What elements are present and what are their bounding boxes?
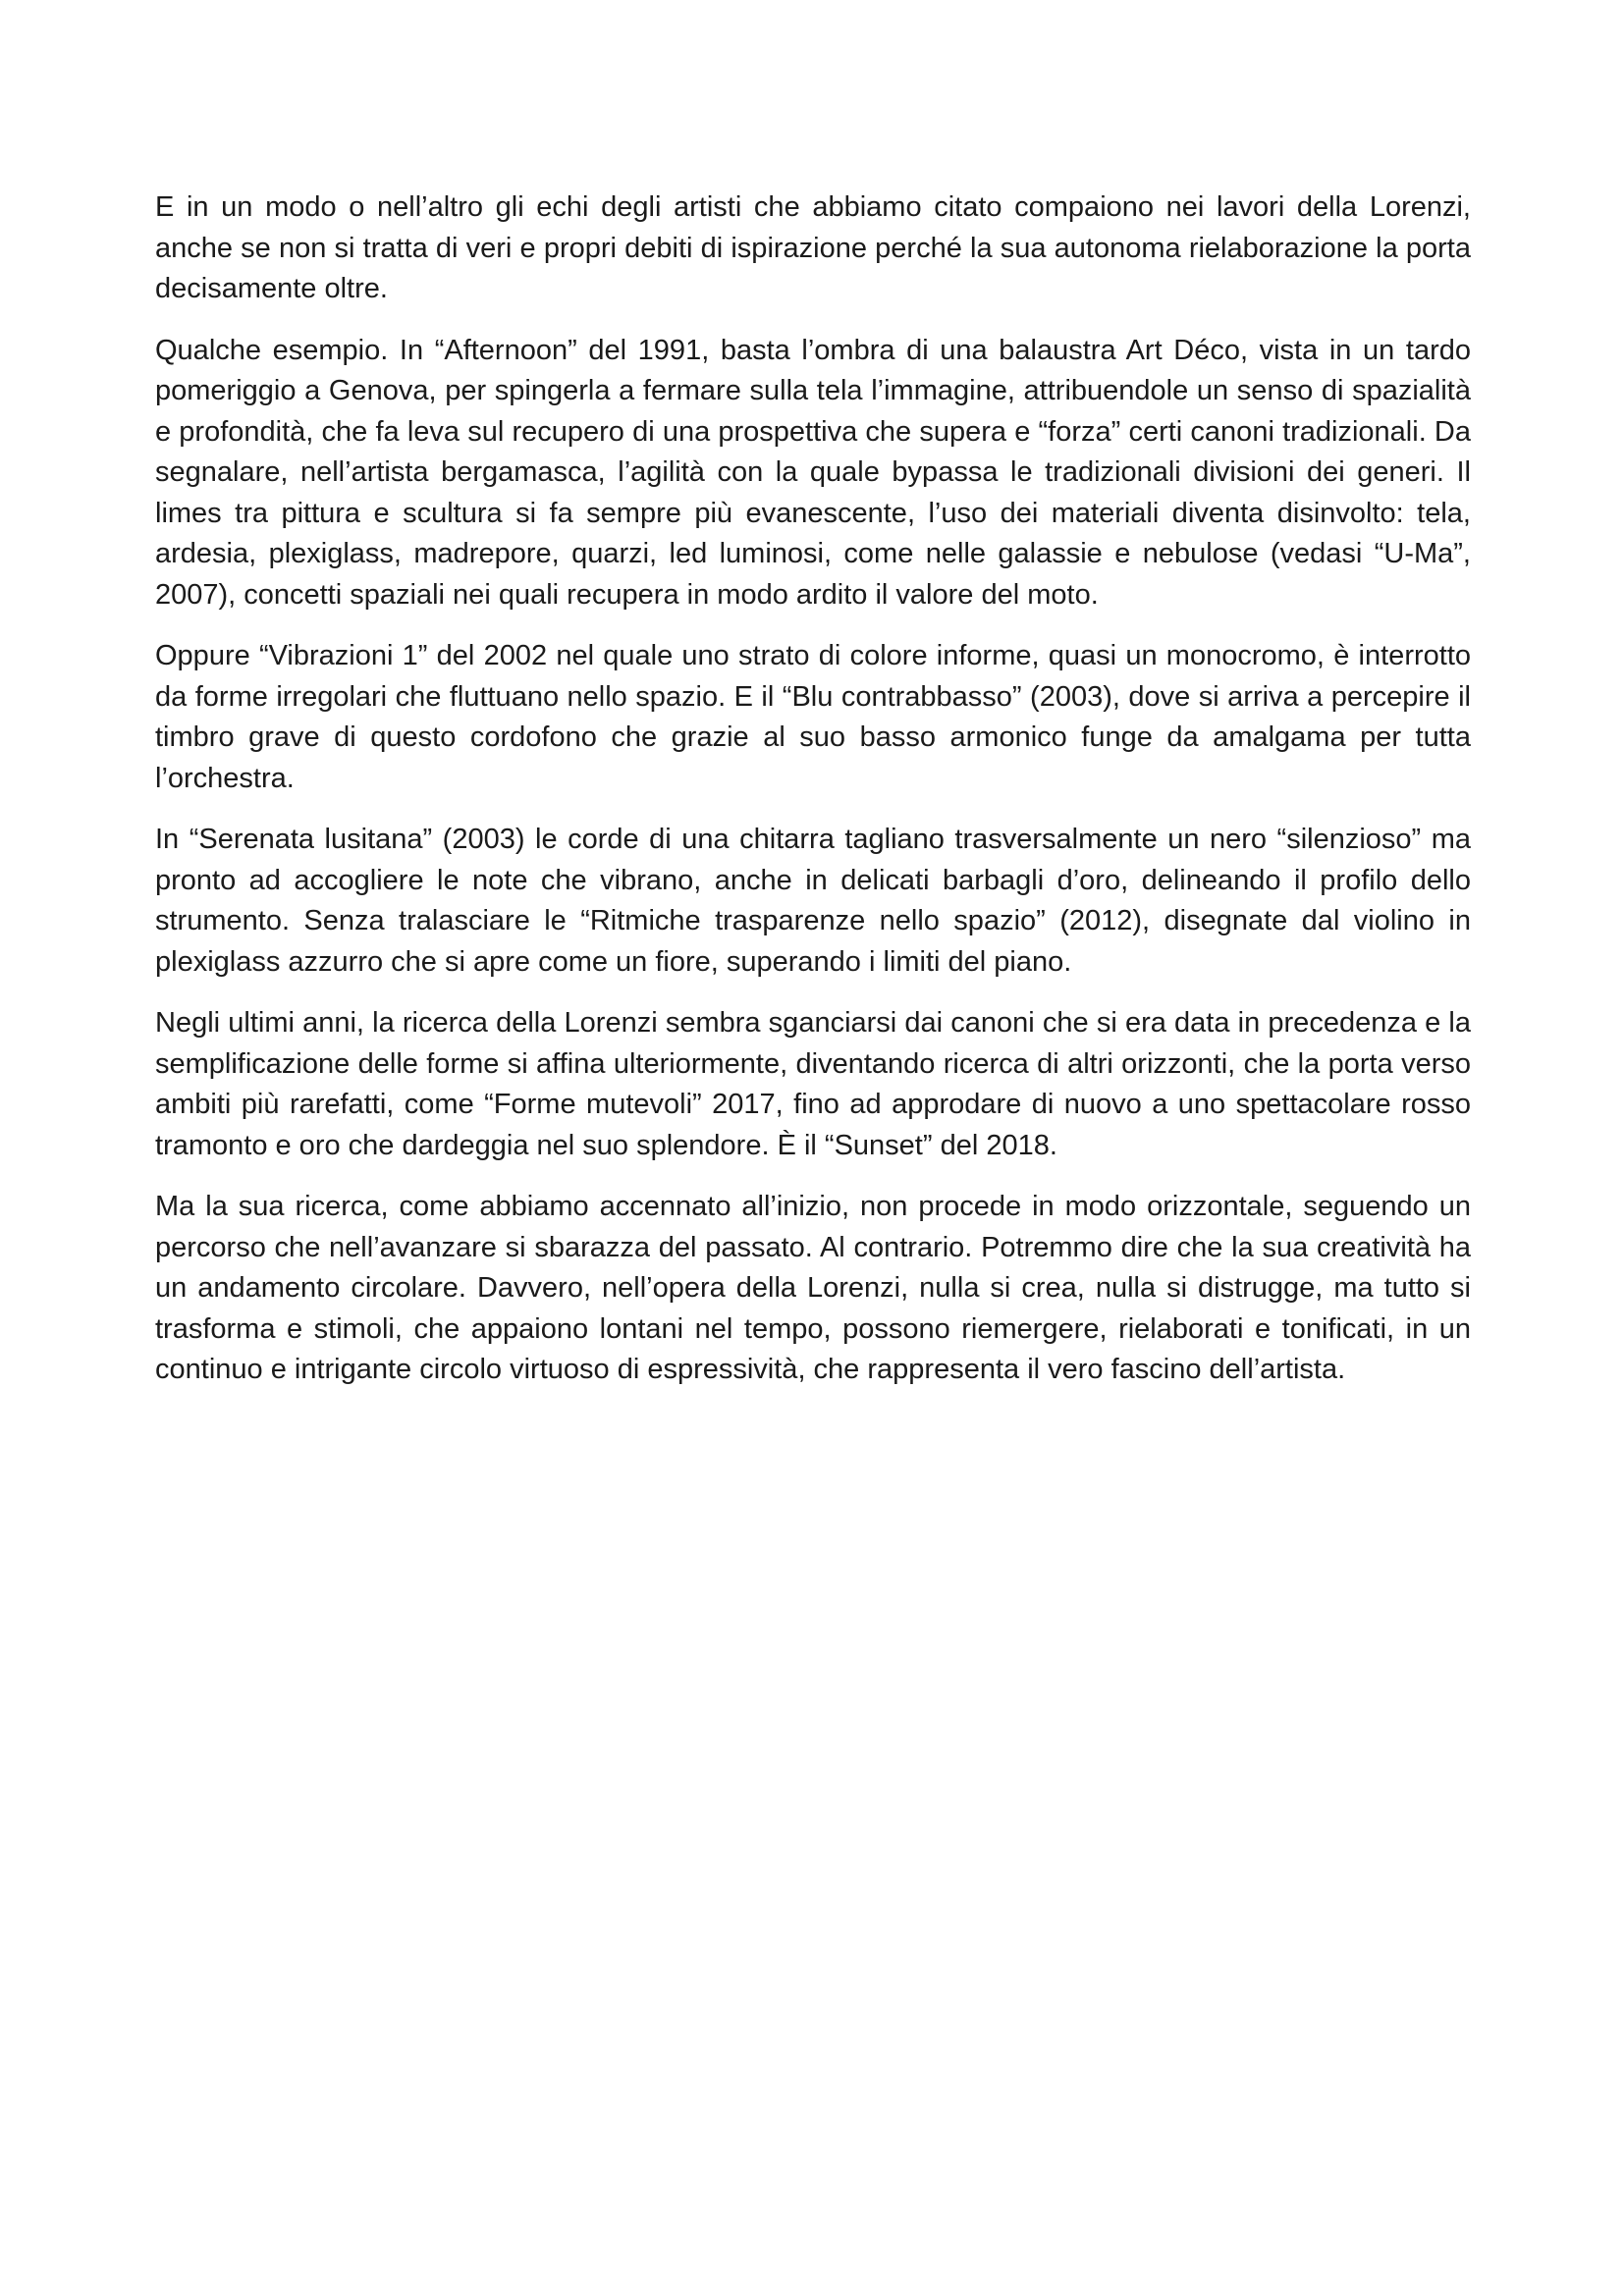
- document-body: [155, 187, 1471, 1412]
- paragraph-ultimi-anni: Negli ultimi anni, la ricerca della Lorenzi sembra sganciarsi dai canoni che si era data in precedenza e la semplificazione delle forme si affina ulteriormente, diventando ricerca di altri orizzonti, che la porta verso ambiti più rarefatti, come “Forme mutevoli” 2017, fino ad approdare di nuovo a uno spettacolare rosso tramonto e oro che dardeggia nel suo splendore. È il “Sunset” del 2018.: [155, 1007, 1471, 1161]
- paragraph-serenata-lusitana: In “Serenata lusitana” (2003) le corde di una chitarra tagliano trasversalmente un nero “silenzioso” ma pronto ad accogliere le note che vibrano, anche in delicati barbagli d’oro, delineando il profilo dello strumento. Senza tralasciare le “Ritmiche trasparenze nello spazio” (2012), disegnate dal violino in plexiglass azzurro che si apre come un fiore, superando i limiti del piano.: [155, 824, 1471, 978]
- paragraph-ricerca-circolare: Ma la sua ricerca, come abbiamo accennato all’inizio, non procede in modo orizzontale, seguendo un percorso che nell’avanzare si sbarazza del passato. Al contrario. Potremmo dire che la sua creatività ha un andamento circolare. Davvero, nell’opera della Lorenzi, nulla si crea, nulla si distrugge, ma tutto si trasforma e stimoli, che appaiono lontani nel tempo, possono riemergere, rielaborati e tonificati, in un continuo e intrigante circolo virtuoso di espressività, che rappresenta il vero fascino dell’artista.: [155, 1191, 1471, 1385]
- paragraph-vibrazioni: Oppure “Vibrazioni 1” del 2002 nel quale uno strato di colore informe, quasi un monocromo, è interrotto da forme irregolari che fluttuano nello spazio. E il “Blu contrabbasso” (2003), dove si arriva a percepire il timbro grave di questo cordofono che grazie al suo basso armonico funge da amalgama per tutta l’orchestra.: [155, 640, 1471, 794]
- paragraph-echi-degli-artisti: E in un modo o nell’altro gli echi degli artisti che abbiamo citato compaiono nei lavori della Lorenzi, anche se non si tratta di veri e propri debiti di ispirazione perché la sua autonoma rielaborazione la porta decisamente oltre.: [155, 191, 1471, 304]
- paragraph-afternoon: Qualche esempio. In “Afternoon” del 1991, basta l’ombra di una balaustra Art Déco, vista in un tardo pomeriggio a Genova, per spingerla a fermare sulla tela l’immagine, attribuendole un senso di spazialità e profondità, che fa leva sul recupero di una prospettiva che supera e “forza” certi canoni tradizionali. Da segnalare, nell’artista bergamasca, l’agilità con la quale bypassa le tradizionali divisioni dei generi. Il limes tra pittura e scultura si fa sempre più evanescente, l’uso dei materiali diventa disinvolto: tela, ardesia, plexiglass, madrepore, quarzi, led luminosi, come nelle galassie e nebulose (vedasi “U-Ma”, 2007), concetti spaziali nei quali recupera in modo ardito il valore del moto.: [155, 334, 1471, 611]
